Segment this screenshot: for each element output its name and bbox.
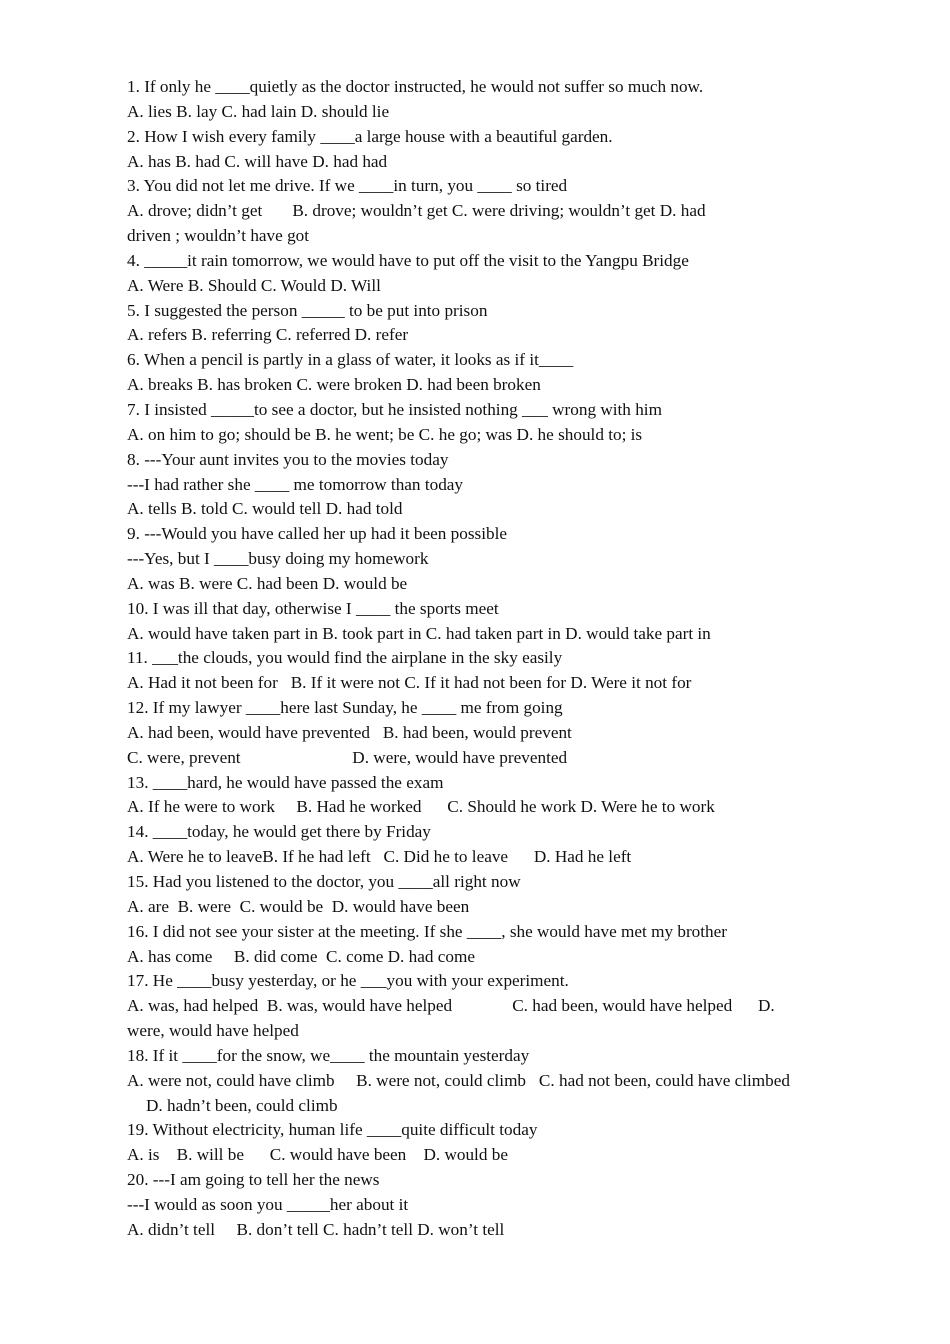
options-1: A. lies B. lay C. had lain D. should lie <box>127 101 390 121</box>
options-18-continued: D. hadn’t been, could climb <box>146 1095 338 1115</box>
question-11: 11. ___the clouds, you would find the airplane in the sky easily <box>127 648 563 668</box>
options-7: A. on him to go; should be B. he went; be C. he go; was D. he should to; is <box>127 424 643 444</box>
options-11: A. Had it not been for B. If it were not C. If it had not been for D. Were it not for <box>127 673 692 693</box>
options-2: A. has B. had C. will have D. had had <box>127 151 388 171</box>
options-13: A. If he were to work B. Had he worked C. Should he work D. Were he to work <box>127 797 715 817</box>
options-8: A. tells B. told C. would tell D. had told <box>127 499 403 519</box>
question-19: 19. Without electricity, human life ____quite difficult today <box>127 1120 538 1140</box>
question-16: 16. I did not see your sister at the meeting. If she ____, she would have met my brother <box>127 921 727 941</box>
options-16: A. has come B. did come C. come D. had come <box>127 946 475 966</box>
options-15: A. are B. were C. would be D. would have been <box>127 896 470 916</box>
question-8: 8. ---Your aunt invites you to the movies today <box>127 449 449 469</box>
question-17: 17. He ____busy yesterday, or he ___you with your experiment. <box>127 971 569 991</box>
options-12: A. had been, would have prevented B. had been, would prevent <box>127 722 572 742</box>
question-4: 4. _____it rain tomorrow, we would have to put off the visit to the Yangpu Bridge <box>127 250 689 270</box>
options-19: A. is B. will be C. would have been D. would be <box>127 1145 508 1165</box>
question-10: 10. I was ill that day, otherwise I ____ the sports meet <box>127 598 499 618</box>
question-6: 6. When a pencil is partly in a glass of water, it looks as if it____ <box>127 350 574 370</box>
question-8-reply: ---I had rather she ____ me tomorrow than today <box>127 474 464 494</box>
question-1: 1. If only he ____quietly as the doctor instructed, he would not suffer so much now. <box>127 77 704 96</box>
question-2: 2. How I wish every family ____a large house with a beautiful garden. <box>127 126 613 146</box>
options-10: A. would have taken part in B. took part in C. had taken part in D. would take part in <box>127 623 711 643</box>
options-9: A. was B. were C. had been D. would be <box>127 573 408 593</box>
options-5: A. refers B. referring C. referred D. refer <box>127 325 409 345</box>
question-7: 7. I insisted _____to see a doctor, but he insisted nothing ___ wrong with him <box>127 399 662 419</box>
question-14: 14. ____today, he would get there by Friday <box>127 822 431 842</box>
question-5: 5. I suggested the person _____ to be put into prison <box>127 300 488 320</box>
options-17-continued: were, would have helped <box>127 1021 299 1041</box>
question-12: 12. If my lawyer ____here last Sunday, he ____ me from going <box>127 698 563 718</box>
options-4: A. Were B. Should C. Would D. Will <box>127 275 381 295</box>
options-6: A. breaks B. has broken C. were broken D. had been broken <box>127 375 541 395</box>
options-14: A. Were he to leaveB. If he had left C. Did he to leave D. Had he left <box>127 847 632 867</box>
question-20: 20. ---I am going to tell her the news <box>127 1170 380 1190</box>
question-20-reply: ---I would as soon you _____her about it <box>127 1194 409 1214</box>
question-15: 15. Had you listened to the doctor, you ____all right now <box>127 872 521 891</box>
options-20: A. didn’t tell B. don’t tell C. hadn’t tell D. won’t tell <box>127 1219 505 1239</box>
options-17: A. was, had helped B. was, would have helped C. had been, would have helped D. <box>127 996 775 1016</box>
question-13: 13. ____hard, he would have passed the exam <box>127 772 444 792</box>
options-12-continued: C. were, prevent D. were, would have prevented <box>127 747 568 767</box>
question-18: 18. If it ____for the snow, we____ the mountain yesterday <box>127 1045 530 1065</box>
options-18: A. were not, could have climb B. were not, could climb C. had not been, could have climbed <box>127 1070 790 1090</box>
question-9-reply: ---Yes, but I ____busy doing my homework <box>127 549 429 569</box>
options-3-continued: driven ; wouldn’t have got <box>127 226 310 246</box>
question-3: 3. You did not let me drive. If we ____in turn, you ____ so tired <box>127 176 568 196</box>
question-9: 9. ---Would you have called her up had it been possible <box>127 524 507 544</box>
options-3: A. drove; didn’t get B. drove; wouldn’t get C. were driving; wouldn’t get D. had <box>127 201 706 221</box>
document-page <box>127 75 872 1243</box>
